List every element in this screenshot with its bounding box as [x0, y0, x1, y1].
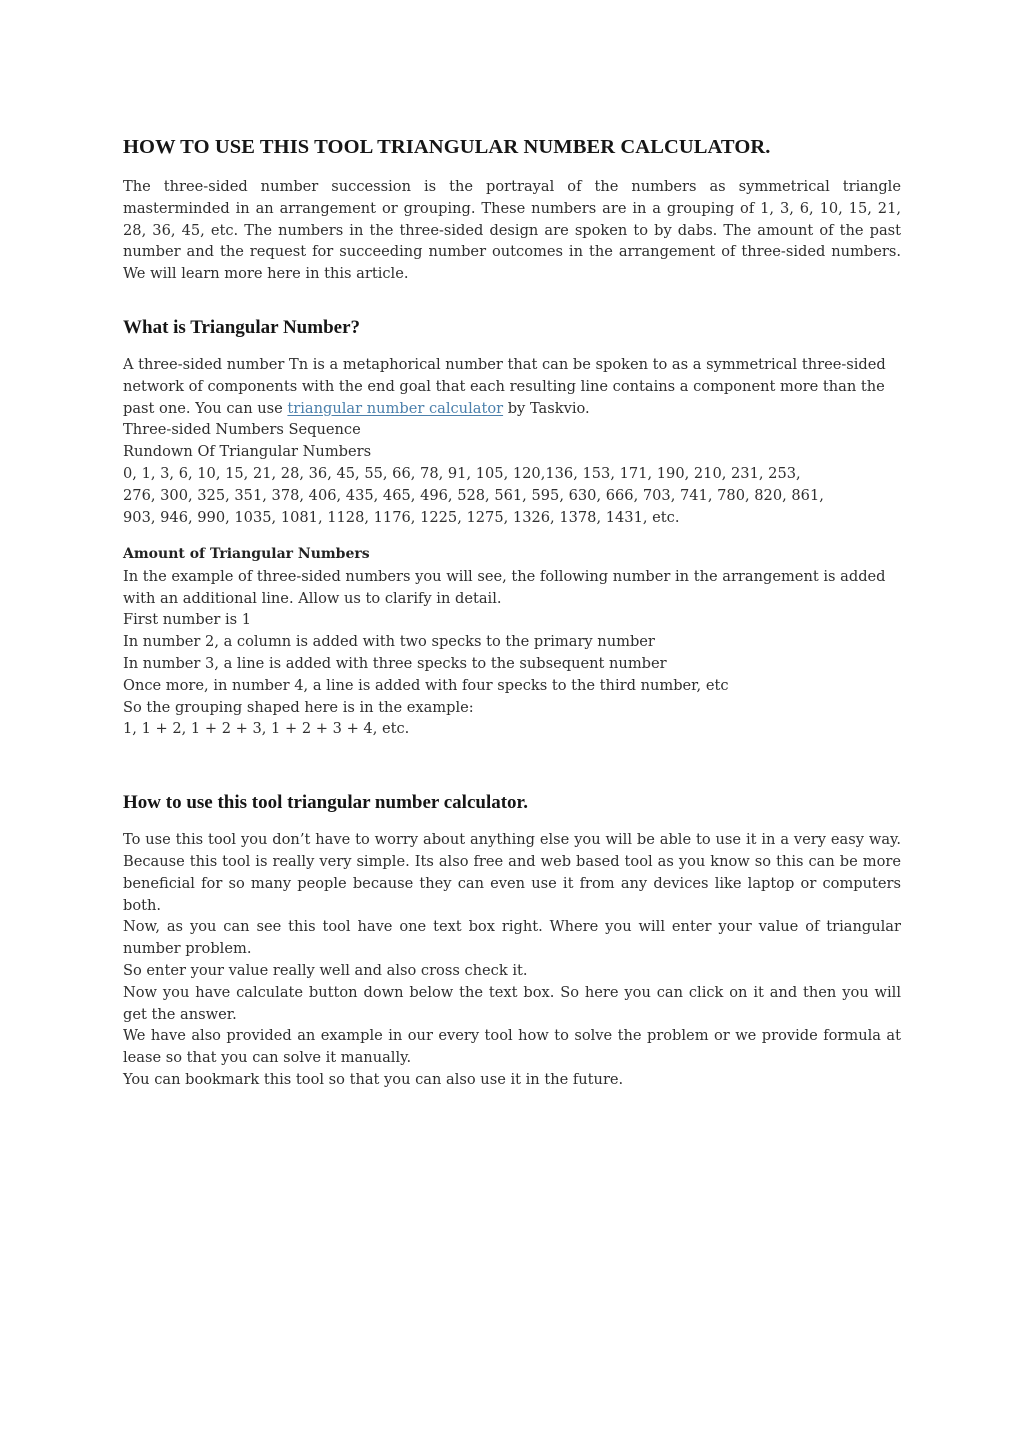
list-line: Rundown Of Triangular Numbers [123, 443, 372, 461]
spacer [123, 528, 901, 544]
usage-line: Now you have calculate button down below the text box. So here you can click on it and then you will get the answer. [123, 983, 901, 1023]
triangular-number-calculator-link[interactable]: triangular number calculator [287, 399, 504, 417]
usage-line: We have also provided an example in our every tool how to solve the problem or we provide formula at lease so that you can solve it manually. [123, 1027, 901, 1067]
step-line: So the grouping shaped here is in the example: [123, 698, 474, 716]
usage-line: So enter your value really well and also cross check it. [123, 962, 528, 980]
step-line: Once more, in number 4, a line is added with four specks to the third number, etc [123, 676, 729, 694]
spacer [123, 740, 901, 790]
sequence-block [123, 419, 901, 528]
definition-tail: by Taskvio. [503, 399, 590, 417]
subsection-intro-paragraph: In the example of three-sided numbers you will see, the following number in the arrangement is added with an additional line. Allow us to clarify in detail. [123, 567, 886, 607]
section-heading-how-to-use-this-tool: How to use this tool triangular number calculator. [123, 792, 528, 814]
article-content [123, 134, 901, 1091]
section-heading-what-is-triangular-number: What is Triangular Number? [123, 316, 360, 338]
definition-lead: A three-sided number Tn is a metaphorical number that can be spoken to as a symmetrical three-sided network of components with the end goal that each resulting line contains a component more than the past one. You can use [123, 355, 886, 417]
usage-line: You can bookmark this tool so that you can also use it in the future. [123, 1071, 624, 1088]
definition-text [123, 354, 901, 419]
sub-heading-amount-of-triangular-numbers: Amount of Triangular Numbers [123, 546, 370, 563]
list-line: Three-sided Numbers Sequence [123, 421, 361, 439]
definition-paragraph [123, 354, 901, 419]
page-title: HOW TO USE THIS TOOL TRIANGULAR NUMBER CALCULATOR. [123, 136, 771, 158]
step-line: First number is 1 [123, 611, 252, 629]
steps-block [123, 609, 901, 740]
intro-paragraph: The three-sided number succession is the portrayal of the numbers as symmetrical triangle masterminded in an arrangement or grouping. These numbers are in a grouping of 1, 3, 6, 10, 15, 21, 28, 36, 45, etc. The numbers in the three-sided design are spoken to by dabs. The amount of the past number and the request for succeeding number outcomes in the arrangement of three-sided numbers. We will learn more here in this article. [123, 178, 901, 283]
spacer [123, 285, 901, 315]
sequence-line: 903, 946, 990, 1035, 1081, 1128, 1176, 1225, 1275, 1326, 1378, 1431, etc. [123, 508, 680, 526]
usage-paragraph: To use this tool you don’t have to worry about anything else you will be able to use it in a very easy way. Because this tool is really very simple. Its also free and web based tool as you know so this can be more beneficial for so many people because they can even use it from any devices like laptop or computers both. [123, 831, 901, 914]
step-line: In number 3, a line is added with three specks to the subsequent number [123, 655, 667, 673]
step-line: 1, 1 + 2, 1 + 2 + 3, 1 + 2 + 3 + 4, etc. [123, 720, 410, 738]
sequence-line: 276, 300, 325, 351, 378, 406, 435, 465, 496, 528, 561, 595, 630, 666, 703, 741, 780, 820, 861, [123, 486, 824, 504]
usage-line: Now, as you can see this tool have one text box right. Where you will enter your value of triangular number problem. [123, 918, 901, 958]
sequence-line: 0, 1, 3, 6, 10, 15, 21, 28, 36, 45, 55, 66, 78, 91, 105, 120,136, 153, 171, 190, 210, 231, 253, [123, 464, 801, 482]
step-line: In number 2, a column is added with two specks to the primary number [123, 633, 655, 651]
